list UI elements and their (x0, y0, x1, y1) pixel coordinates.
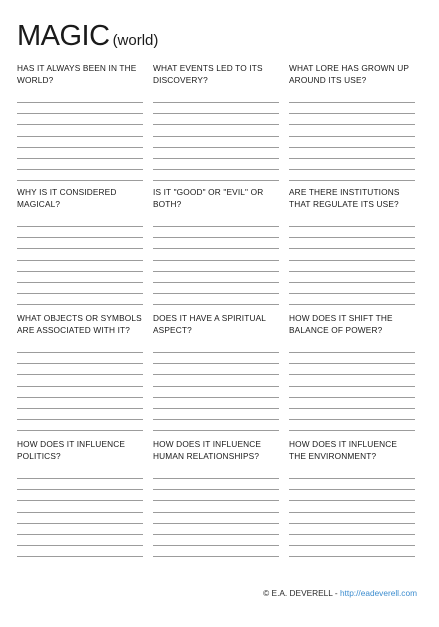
answer-line[interactable] (289, 430, 415, 431)
answer-line[interactable] (153, 102, 279, 103)
question-block (289, 62, 415, 98)
answer-line[interactable] (153, 180, 279, 181)
question-block (289, 312, 415, 348)
copyright-text: © E.A. DEVERELL - (263, 588, 340, 598)
question-block (289, 186, 415, 222)
answer-line[interactable] (289, 374, 415, 375)
answer-line[interactable] (153, 534, 279, 535)
answer-line[interactable] (17, 260, 143, 261)
question-block (17, 312, 143, 348)
answer-line[interactable] (289, 180, 415, 181)
answer-line[interactable] (17, 113, 143, 114)
answer-line[interactable] (289, 478, 415, 479)
answer-line[interactable] (17, 408, 143, 409)
answer-line[interactable] (289, 408, 415, 409)
question-label: ARE THERE INSTITUTIONS THAT REGULATE ITS USE? (289, 187, 400, 209)
answer-line[interactable] (153, 545, 279, 546)
answer-line[interactable] (153, 419, 279, 420)
answer-line[interactable] (289, 489, 415, 490)
answer-line[interactable] (153, 271, 279, 272)
question-label: HOW DOES IT INFLUENCE HUMAN RELATIONSHIPS? (153, 439, 262, 461)
answer-line[interactable] (153, 169, 279, 170)
answer-line[interactable] (153, 260, 279, 261)
answer-line[interactable] (153, 374, 279, 375)
answer-line[interactable] (153, 397, 279, 398)
answer-line[interactable] (289, 419, 415, 420)
answer-line[interactable] (289, 352, 415, 353)
answer-line[interactable] (17, 102, 143, 103)
footer-credit (263, 588, 417, 598)
answer-line[interactable] (153, 512, 279, 513)
answer-line[interactable] (153, 500, 279, 501)
answer-line[interactable] (17, 124, 143, 125)
question-block (153, 62, 279, 98)
answer-line[interactable] (289, 556, 415, 557)
answer-line[interactable] (17, 293, 143, 294)
question-grid (17, 62, 423, 554)
answer-line[interactable] (289, 237, 415, 238)
answer-line[interactable] (289, 363, 415, 364)
question-block (153, 312, 279, 348)
answer-line[interactable] (289, 136, 415, 137)
answer-line[interactable] (153, 430, 279, 431)
answer-line[interactable] (153, 556, 279, 557)
answer-line[interactable] (17, 374, 143, 375)
answer-line[interactable] (289, 534, 415, 535)
answer-line[interactable] (289, 158, 415, 159)
website-link[interactable]: http://eadeverell.com (339, 588, 417, 598)
answer-line[interactable] (17, 489, 143, 490)
answer-line[interactable] (17, 512, 143, 513)
answer-line[interactable] (153, 489, 279, 490)
question-label: HAS IT ALWAYS BEEN IN THE WORLD? (17, 63, 137, 85)
answer-line[interactable] (153, 282, 279, 283)
answer-line[interactable] (289, 386, 415, 387)
question-label: HOW DOES IT SHIFT THE BALANCE OF POWER? (289, 313, 393, 335)
answer-line[interactable] (17, 180, 143, 181)
answer-line[interactable] (289, 271, 415, 272)
answer-line[interactable] (17, 556, 143, 557)
question-label: HOW DOES IT INFLUENCE THE ENVIRONMENT? (289, 439, 398, 461)
answer-line[interactable] (153, 248, 279, 249)
answer-line[interactable] (153, 304, 279, 305)
answer-line[interactable] (17, 352, 143, 353)
answer-line[interactable] (289, 113, 415, 114)
answer-line[interactable] (153, 158, 279, 159)
answer-line[interactable] (153, 386, 279, 387)
answer-line[interactable] (17, 282, 143, 283)
answer-line[interactable] (17, 248, 143, 249)
answer-line[interactable] (289, 293, 415, 294)
question-label: DOES IT HAVE A SPIRITUAL ASPECT? (153, 313, 266, 335)
question-label: HOW DOES IT INFLUENCE POLITICS? (17, 439, 126, 461)
answer-line[interactable] (153, 147, 279, 148)
question-label: WHAT EVENTS LED TO ITS DISCOVERY? (153, 63, 263, 85)
answer-line[interactable] (17, 419, 143, 420)
answer-line[interactable] (289, 260, 415, 261)
answer-line[interactable] (289, 124, 415, 125)
title-main: MAGIC (17, 20, 110, 52)
answer-line[interactable] (289, 248, 415, 249)
answer-line[interactable] (17, 304, 143, 305)
answer-line[interactable] (17, 226, 143, 227)
answer-line[interactable] (153, 124, 279, 125)
answer-line[interactable] (17, 386, 143, 387)
answer-line[interactable] (17, 169, 143, 170)
question-label: WHAT LORE HAS GROWN UP AROUND ITS USE? (289, 63, 409, 85)
answer-line[interactable] (17, 534, 143, 535)
answer-line[interactable] (17, 397, 143, 398)
question-block (17, 62, 143, 98)
answer-line[interactable] (289, 512, 415, 513)
question-label: IS IT "GOOD" OR "EVIL" OR BOTH? (153, 187, 264, 209)
answer-line[interactable] (153, 136, 279, 137)
question-block (17, 438, 143, 474)
answer-line[interactable] (153, 352, 279, 353)
answer-line[interactable] (153, 293, 279, 294)
answer-line[interactable] (289, 102, 415, 103)
answer-line[interactable] (153, 523, 279, 524)
answer-line[interactable] (289, 397, 415, 398)
answer-line[interactable] (153, 363, 279, 364)
answer-line[interactable] (289, 169, 415, 170)
answer-line[interactable] (153, 478, 279, 479)
answer-line[interactable] (289, 545, 415, 546)
answer-line[interactable] (153, 226, 279, 227)
question-block (153, 186, 279, 222)
answer-line[interactable] (17, 136, 143, 137)
answer-line[interactable] (289, 147, 415, 148)
answer-line[interactable] (17, 147, 143, 148)
question-block (153, 438, 279, 474)
answer-line[interactable] (289, 304, 415, 305)
question-label: WHAT OBJECTS OR SYMBOLS ARE ASSOCIATED WITH IT? (17, 313, 142, 335)
page-title (17, 18, 158, 57)
answer-line[interactable] (17, 158, 143, 159)
answer-line[interactable] (289, 282, 415, 283)
answer-line[interactable] (17, 523, 143, 524)
answer-line[interactable] (17, 430, 143, 431)
answer-line[interactable] (289, 500, 415, 501)
answer-line[interactable] (17, 545, 143, 546)
answer-line[interactable] (17, 271, 143, 272)
answer-line[interactable] (17, 500, 143, 501)
answer-line[interactable] (17, 478, 143, 479)
answer-line[interactable] (17, 363, 143, 364)
answer-line[interactable] (17, 237, 143, 238)
question-label: WHY IS IT CONSIDERED MAGICAL? (17, 187, 117, 209)
answer-line[interactable] (153, 408, 279, 409)
question-block (17, 186, 143, 222)
answer-line[interactable] (289, 523, 415, 524)
answer-line[interactable] (153, 237, 279, 238)
question-block (289, 438, 415, 474)
title-subtitle: (world) (112, 32, 159, 49)
answer-line[interactable] (153, 113, 279, 114)
answer-line[interactable] (289, 226, 415, 227)
